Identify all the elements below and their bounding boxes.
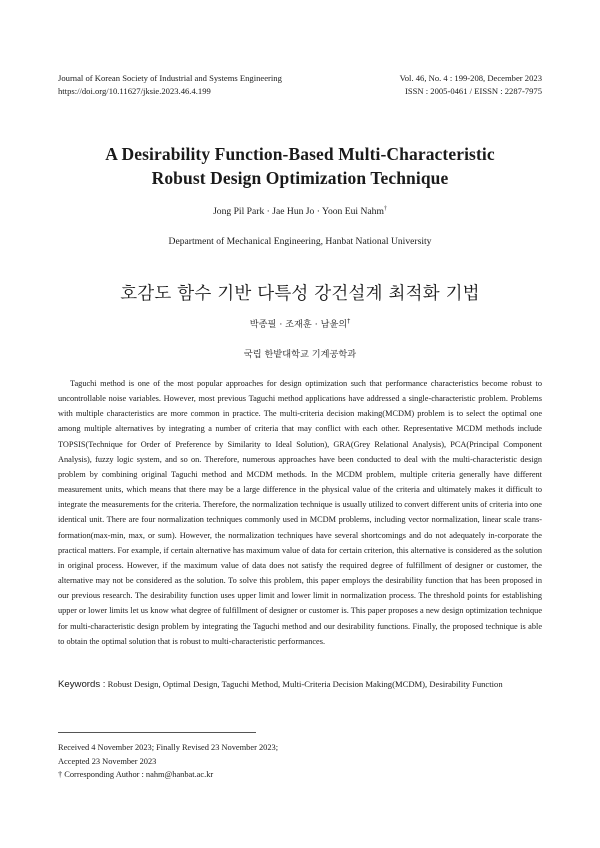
accepted-date: Accepted 23 November 2023 <box>58 756 157 766</box>
footnotes <box>58 741 278 782</box>
keywords <box>58 679 548 690</box>
keywords-text: Robust Design, Optimal Design, Taguchi Method, Multi-Criteria Decision Making(MCDM), Desirability Function <box>107 679 503 689</box>
received-date: Received 4 November 2023; Finally Revised 23 November 2023; <box>58 743 279 752</box>
paper-title <box>0 142 600 190</box>
korean-title: 호감도 함수 기반 다특성 강건설계 최적화 기법 <box>120 284 480 304</box>
title-line-2: Robust Design Optimization Technique <box>151 168 449 188</box>
korean-author-list <box>0 316 600 330</box>
journal-name: Journal of Korean Society of Industrial and Systems Engineering <box>58 73 282 83</box>
issn-info: ISSN : 2005-0461 / EISSN : 2287-7975 <box>404 86 542 96</box>
corresponding-author-email: Corresponding Author : nahm@hanbat.ac.kr <box>64 770 214 779</box>
running-header-left <box>58 72 282 98</box>
corresponding-author <box>58 768 278 782</box>
keywords-label: Keywords : <box>58 679 106 690</box>
author-list <box>0 206 600 217</box>
title-line-1: A Desirability Function-Based Multi-Characteristic <box>105 144 495 164</box>
footnote-divider <box>58 732 256 733</box>
running-header-right <box>400 72 542 98</box>
abstract <box>58 376 542 649</box>
korean-affiliation: 국립 한밭대학교 기계공학과 <box>243 349 357 360</box>
korean-corresponding-mark: † <box>347 318 351 325</box>
abstract-text: Taguchi method is one of the most popular approaches for design optimization such that performance characteristics become robust to uncontrollable noise variables. However, most previous Taguchi method applications have addressed a single-characteristic problem. Problems with multiple characteristics are more common in practice. The multi-criteria decision making(MCDM) problem is to select the optimal one among multiple alternatives by integrating a number of criteria that may conflict with each other. Representative MCDM methods include TOPSIS(Technique for Order of Preference by Similarity to Ideal Solution), GRA(Grey Relational Analysis), PCA(Principal Component Analysis), fuzzy logic system, and so on. Therefore, numerous approaches have been conducted to deal with the multi-characteristic design problem by combining original Taguchi method and MCDM methods. In the MCDM problem, multiple criteria generally have different measurement units, which means that there may be a large difference in the physical value of the criteria and ultimately makes it difficult to integrate the measurements for the criteria. Therefore, the normalization technique is usually utilized to convert different units of criteria into one identical unit. There are four normalization techniques commonly used in MCDM problems, including vector normalization, linear scale trans-formation(max-min, max, or sum). However, the normalization techniques have several shortcomings and do not adequately in-corporate the practical matters. For example, if certain alternative has maximum value of data for certain criterion, this alternative is considered as the solution in original process. However, if the maximum value of data does not satisfy the required degree of fulfillment of designer or customer, the alternative may not be considered as the solution. To solve this problem, this paper employs the desirability function that has been proposed in our previous research. The desirability function uses upper limit and lower limit in normalization process. The threshold points for establishing upper or lower limits let us know what degree of fulfillment of designer or customer is. This paper proposes a new design optimization technique for multi-characteristic design problem by integrating the Taguchi method and our desirability functions. Finally, the proposed technique is able to obtain the optimal solution that is robust to multi-characteristic performances. <box>58 379 542 646</box>
corresponding-author-mark: † <box>58 770 63 779</box>
corresponding-mark: † <box>383 206 387 212</box>
author-names: Jong Pil Park · Jae Hun Jo · Yoon Eui Nahm <box>213 206 384 217</box>
affiliation: Department of Mechanical Engineering, Hanbat National University <box>168 236 432 247</box>
volume-info: Vol. 46, No. 4 : 199-208, December 2023 <box>399 73 542 83</box>
korean-author-names: 박종필 · 조재훈 · 남윤의 <box>249 319 348 330</box>
doi-link[interactable]: https://doi.org/10.11627/jksie.2023.46.4.199 <box>58 86 211 96</box>
